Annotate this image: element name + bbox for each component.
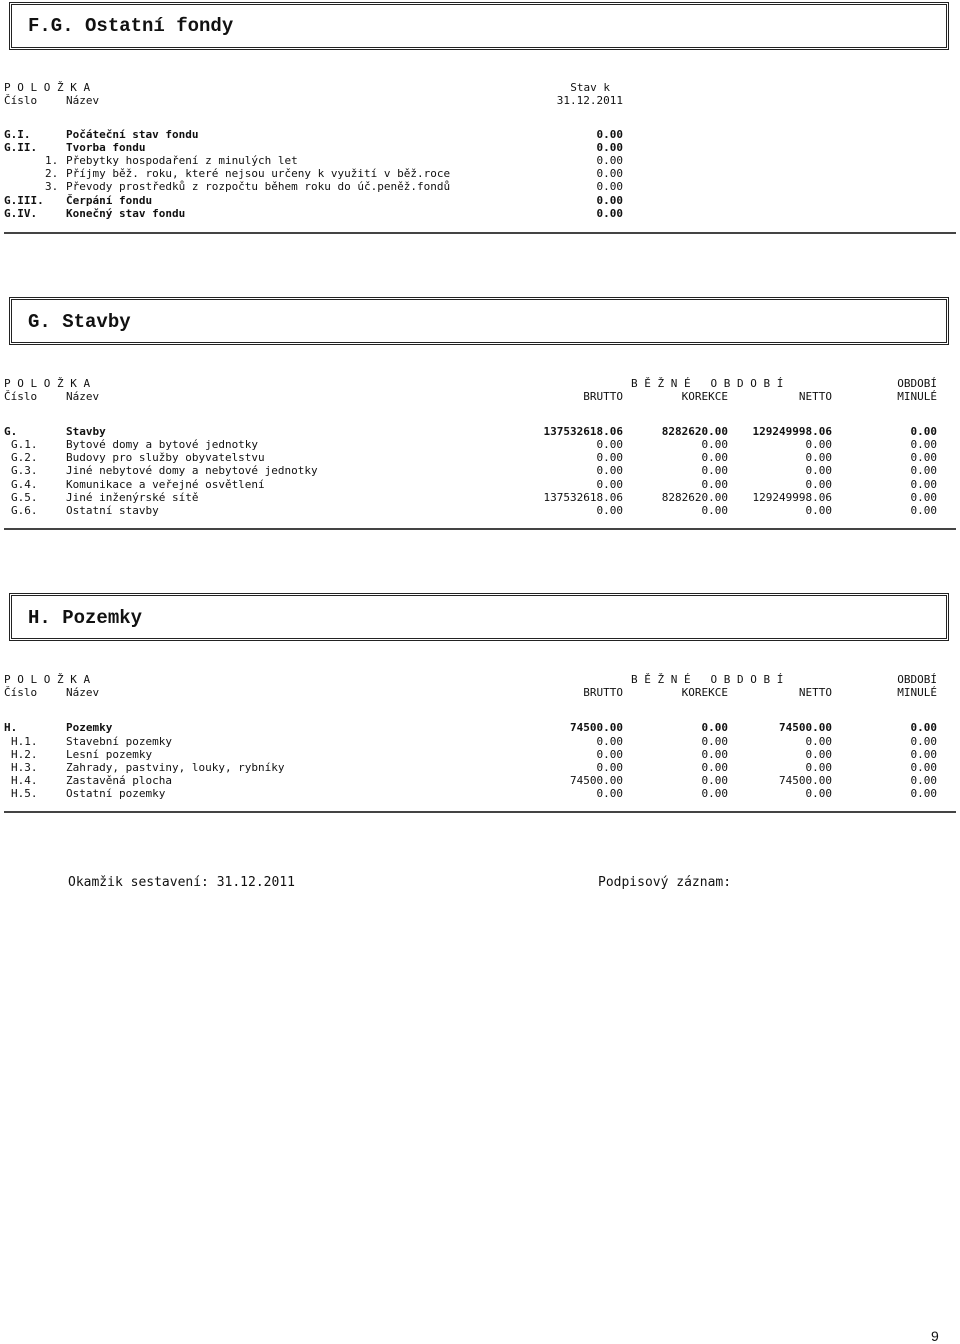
row-korekce: 0.00 — [701, 504, 728, 517]
row-netto: 0.00 — [805, 504, 832, 517]
row-code: H.2. — [11, 748, 38, 761]
page-number: 9 — [931, 1328, 939, 1344]
g-header-netto: NETTO — [798, 390, 832, 403]
row-brutto: 137532618.06 — [543, 491, 623, 504]
g-header-obdobi: OBDOBÍ — [897, 377, 937, 390]
row-korekce: 0.00 — [701, 451, 728, 464]
row-name: Bytové domy a bytové jednotky — [66, 438, 259, 451]
fg-header-polozka: P O L O Ž K A — [4, 81, 91, 94]
row-netto: 0.00 — [805, 451, 832, 464]
row-minule: 0.00 — [910, 491, 937, 504]
row-value: 0.00 — [596, 167, 623, 180]
row-netto: 129249998.06 — [752, 425, 832, 438]
row-code: G.1. — [11, 438, 38, 451]
row-minule: 0.00 — [910, 451, 937, 464]
row-korekce: 8282620.00 — [661, 425, 728, 438]
row-code: H.1. — [11, 735, 38, 748]
row-code: G. — [4, 425, 18, 438]
row-name: Tvorba fondu — [66, 141, 146, 154]
row-korekce: 0.00 — [701, 761, 728, 774]
row-korekce: 0.00 — [701, 748, 728, 761]
row-korekce: 0.00 — [701, 478, 728, 491]
row-netto: 0.00 — [805, 748, 832, 761]
row-value: 0.00 — [596, 141, 623, 154]
g-header-brutto: BRUTTO — [583, 390, 623, 403]
row-minule: 0.00 — [910, 504, 937, 517]
row-netto: 0.00 — [805, 735, 832, 748]
row-netto: 0.00 — [805, 761, 832, 774]
fg-title-box — [9, 2, 949, 50]
row-code: G.IV. — [4, 207, 38, 220]
row-code: G.6. — [11, 504, 38, 517]
fg-header-cislo: Číslo — [4, 94, 38, 107]
row-netto: 74500.00 — [779, 774, 832, 787]
row-brutto: 74500.00 — [570, 774, 623, 787]
fg-header-stav: Stav k — [570, 81, 610, 94]
row-name: Jiné nebytové domy a nebytové jednotky — [66, 464, 318, 477]
row-brutto: 0.00 — [596, 787, 623, 800]
row-brutto: 0.00 — [596, 451, 623, 464]
row-name: Zastavěná plocha — [66, 774, 172, 787]
row-code: H.4. — [11, 774, 38, 787]
h-header-obdobi: OBDOBÍ — [897, 673, 937, 686]
row-brutto: 137532618.06 — [543, 425, 623, 438]
row-value: 0.00 — [596, 128, 623, 141]
row-name: Ostatní stavby — [66, 504, 159, 517]
row-korekce: 0.00 — [701, 787, 728, 800]
row-brutto: 0.00 — [596, 478, 623, 491]
row-name: Počáteční stav fondu — [66, 128, 199, 141]
row-name: Konečný stav fondu — [66, 207, 186, 220]
fg-header-date: 31.12.2011 — [556, 94, 623, 107]
g-header-polozka: P O L O Ž K A — [4, 377, 91, 390]
row-brutto: 74500.00 — [570, 721, 623, 734]
h-section-title: H. Pozemky — [28, 607, 143, 629]
row-minule: 0.00 — [910, 787, 937, 800]
row-netto: 0.00 — [805, 478, 832, 491]
row-code: G.4. — [11, 478, 38, 491]
row-name: Přebytky hospodaření z minulých let — [66, 154, 298, 167]
row-korekce: 0.00 — [701, 721, 728, 734]
g-header-bezne: B Ě Ž N É O B D O B Í — [631, 377, 784, 390]
row-minule: 0.00 — [910, 478, 937, 491]
row-code: 1. — [45, 154, 59, 167]
row-korekce: 8282620.00 — [661, 491, 728, 504]
row-code: G.II. — [4, 141, 38, 154]
row-minule: 0.00 — [910, 774, 937, 787]
row-value: 0.00 — [596, 194, 623, 207]
g-bottom-rule — [4, 528, 956, 530]
row-code: H.5. — [11, 787, 38, 800]
row-name: Stavby — [66, 425, 106, 438]
row-korekce: 0.00 — [701, 774, 728, 787]
row-name: Zahrady, pastviny, louky, rybníky — [66, 761, 285, 774]
row-code: G.I. — [4, 128, 31, 141]
row-minule: 0.00 — [910, 438, 937, 451]
row-name: Lesní pozemky — [66, 748, 153, 761]
row-netto: 129249998.06 — [752, 491, 832, 504]
row-minule: 0.00 — [910, 761, 937, 774]
row-brutto: 0.00 — [596, 504, 623, 517]
row-name: Jiné inženýrské sítě — [66, 491, 199, 504]
row-name: Čerpání fondu — [66, 194, 153, 207]
h-header-korekce: KOREKCE — [681, 686, 728, 699]
row-korekce: 0.00 — [701, 438, 728, 451]
row-netto: 0.00 — [805, 438, 832, 451]
okamzik-sestaveni: Okamžik sestavení: 31.12.2011 — [68, 875, 295, 890]
fg-header-nazev: Název — [66, 94, 100, 107]
h-header-minule: MINULÉ — [897, 686, 937, 699]
row-minule: 0.00 — [910, 721, 937, 734]
row-name: Stavební pozemky — [66, 735, 172, 748]
row-minule: 0.00 — [910, 464, 937, 477]
row-minule: 0.00 — [910, 735, 937, 748]
row-korekce: 0.00 — [701, 735, 728, 748]
g-header-minule: MINULÉ — [897, 390, 937, 403]
row-netto: 0.00 — [805, 787, 832, 800]
row-brutto: 0.00 — [596, 735, 623, 748]
row-brutto: 0.00 — [596, 464, 623, 477]
podpisovy-zaznam: Podpisový záznam: — [598, 875, 732, 890]
row-name: Pozemky — [66, 721, 113, 734]
row-code: G.5. — [11, 491, 38, 504]
row-brutto: 0.00 — [596, 438, 623, 451]
h-title-box — [9, 593, 949, 641]
g-section-title: G. Stavby — [28, 311, 131, 333]
g-header-cislo: Číslo — [4, 390, 38, 403]
row-name: Převody prostředků z rozpočtu během roku do úč.peněž.fondů — [66, 180, 451, 193]
h-bottom-rule — [4, 811, 956, 813]
row-name: Příjmy běž. roku, které nejsou určeny k využití v běž.roce — [66, 167, 451, 180]
h-header-netto: NETTO — [798, 686, 832, 699]
h-header-polozka: P O L O Ž K A — [4, 673, 91, 686]
fg-bottom-rule — [4, 232, 956, 234]
h-header-bezne: B Ě Ž N É O B D O B Í — [631, 673, 784, 686]
row-code: G.III. — [4, 194, 44, 207]
h-header-nazev: Název — [66, 686, 100, 699]
g-header-korekce: KOREKCE — [681, 390, 728, 403]
g-header-nazev: Název — [66, 390, 100, 403]
row-code: H.3. — [11, 761, 38, 774]
row-value: 0.00 — [596, 154, 623, 167]
row-code: G.3. — [11, 464, 38, 477]
row-netto: 74500.00 — [779, 721, 832, 734]
row-value: 0.00 — [596, 207, 623, 220]
h-header-cislo: Číslo — [4, 686, 38, 699]
row-name: Budovy pro služby obyvatelstvu — [66, 451, 265, 464]
h-header-brutto: BRUTTO — [583, 686, 623, 699]
row-netto: 0.00 — [805, 464, 832, 477]
row-minule: 0.00 — [910, 425, 937, 438]
fg-section-title: F.G. Ostatní fondy — [28, 15, 234, 37]
g-title-box — [9, 297, 949, 345]
row-code: 3. — [45, 180, 59, 193]
row-brutto: 0.00 — [596, 761, 623, 774]
row-value: 0.00 — [596, 180, 623, 193]
row-name: Ostatní pozemky — [66, 787, 166, 800]
row-minule: 0.00 — [910, 748, 937, 761]
row-code: G.2. — [11, 451, 38, 464]
row-korekce: 0.00 — [701, 464, 728, 477]
row-code: 2. — [45, 167, 59, 180]
row-code: H. — [4, 721, 18, 734]
row-brutto: 0.00 — [596, 748, 623, 761]
row-name: Komunikace a veřejné osvětlení — [66, 478, 265, 491]
